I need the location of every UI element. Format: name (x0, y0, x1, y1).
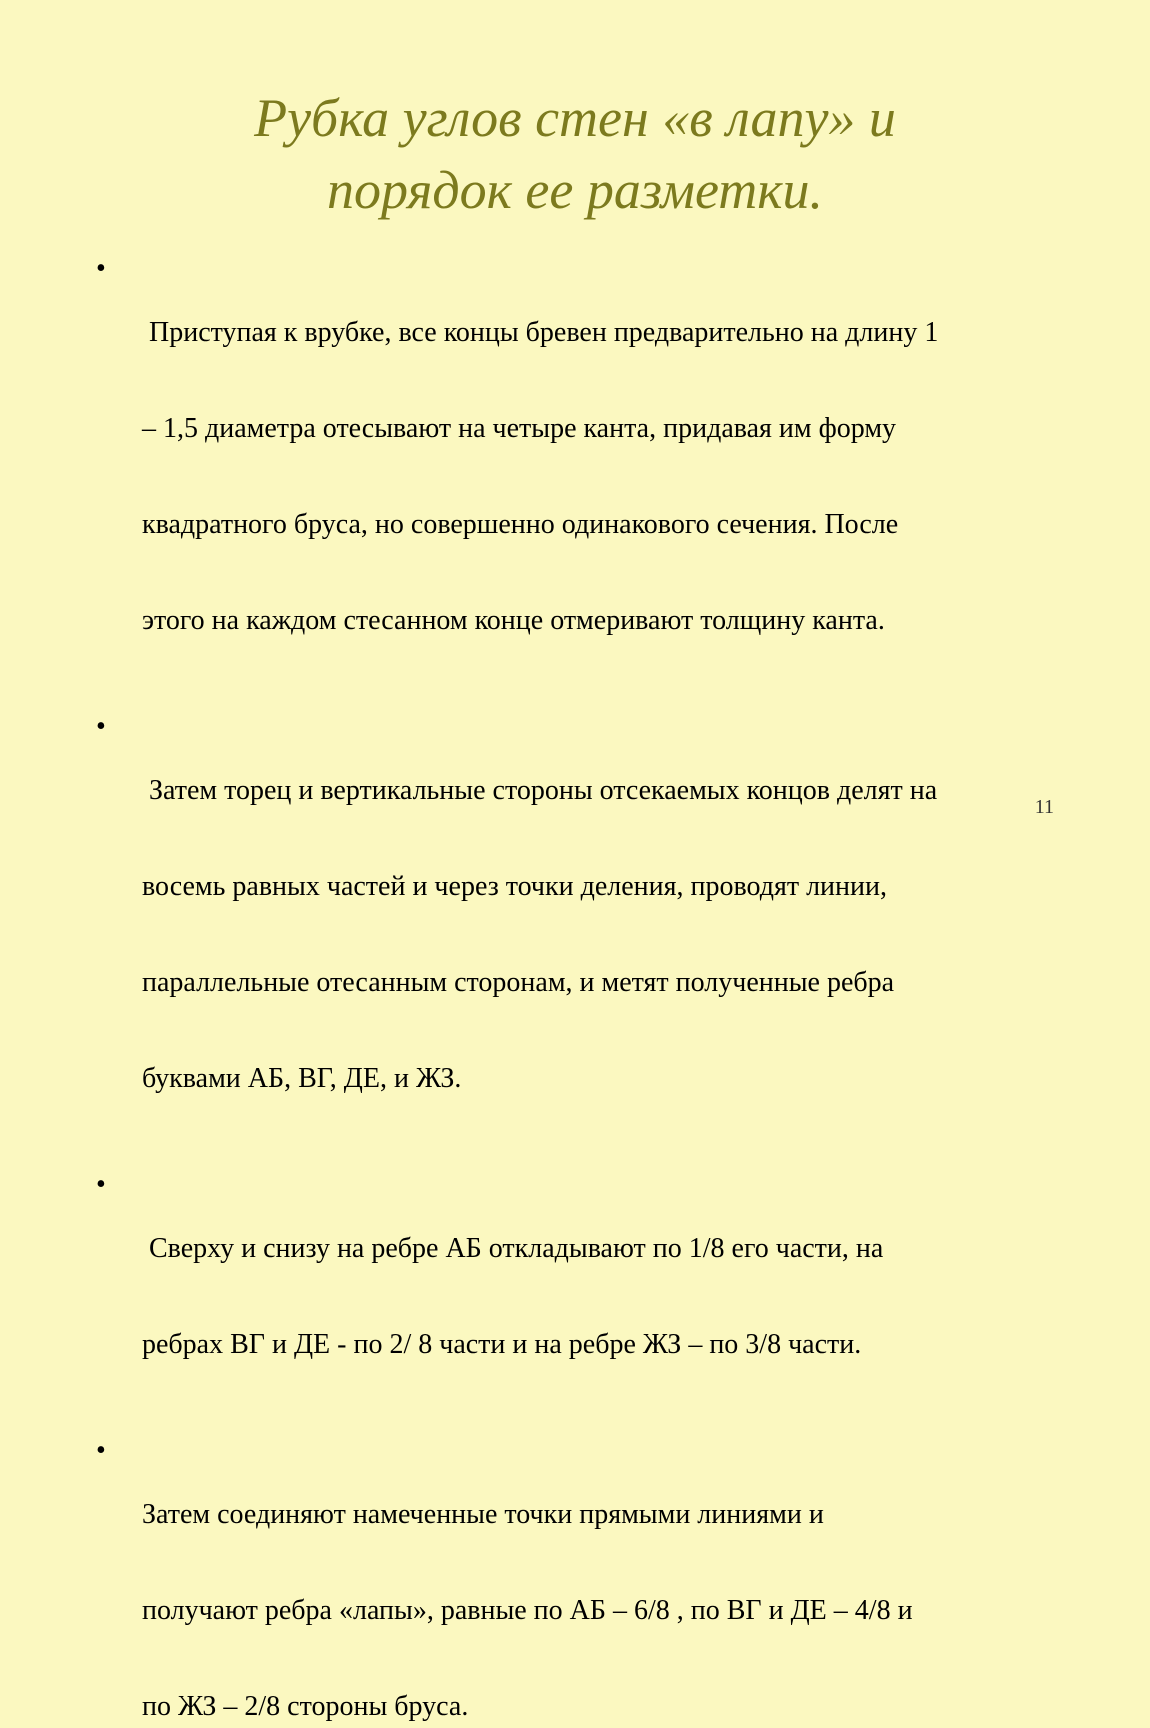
bullet-text (142, 711, 1076, 1159)
bullet-text-line: буквами АБ, ВГ, ДЕ, и ЖЗ. (142, 1063, 462, 1094)
bullet-text-line: Затем соединяют намеченные точки прямыми линиями и (142, 1499, 824, 1530)
page-number: 11 (1034, 796, 1054, 818)
list-item (96, 253, 1076, 701)
bullet-text-line: параллельные отесанным сторонам, и метят полученные ребра (142, 967, 895, 998)
bullet-text-line: получают ребра «лапы», равные по АБ – 6/8 , по ВГ и ДЕ – 4/8 и (142, 1595, 913, 1626)
bullet-marker: • (96, 253, 106, 284)
bullet-text-line: Приступая к врубке, все концы бревен предварительно на длину 1 (142, 317, 939, 348)
bullet-text-line: восемь равных частей и через точки деления, проводят линии, (142, 871, 887, 902)
bullet-marker: • (96, 1169, 106, 1200)
slide-title (60, 82, 1090, 226)
list-item (96, 1435, 1076, 1728)
bullet-text-line: Затем торец и вертикальные стороны отсекаемых концов делят на (142, 775, 938, 806)
bullet-text-line: Сверху и снизу на ребре АБ откладывают по 1/8 его части, на (142, 1233, 884, 1264)
bullet-text (142, 1435, 1076, 1728)
bullet-text-line: этого на каждом стесанном конце отмеривают толщину канта. (142, 605, 885, 636)
bullet-text (142, 1169, 1076, 1425)
bullet-text-line: ребрах ВГ и ДЕ - по 2/ 8 части и на ребре ЖЗ – по 3/8 части. (142, 1329, 862, 1360)
slide-title-line-1: Рубка углов стен «в лапу» и (254, 88, 896, 148)
bullet-marker: • (96, 1435, 106, 1466)
list-item (96, 711, 1076, 1159)
bullet-marker: • (96, 711, 106, 742)
list-item (96, 1169, 1076, 1425)
bullet-text-line: по ЖЗ – 2/8 стороны бруса. (142, 1691, 469, 1722)
bullet-text (142, 253, 1076, 701)
slide-title-line-2: порядок ее разметки. (326, 160, 824, 220)
bullet-text-line: квадратного бруса, но совершенно одинакового сечения. После (142, 509, 899, 540)
bullet-list (96, 253, 1076, 1728)
bullet-text-line: – 1,5 диаметра отесывают на четыре канта, придавая им форму (142, 413, 897, 444)
